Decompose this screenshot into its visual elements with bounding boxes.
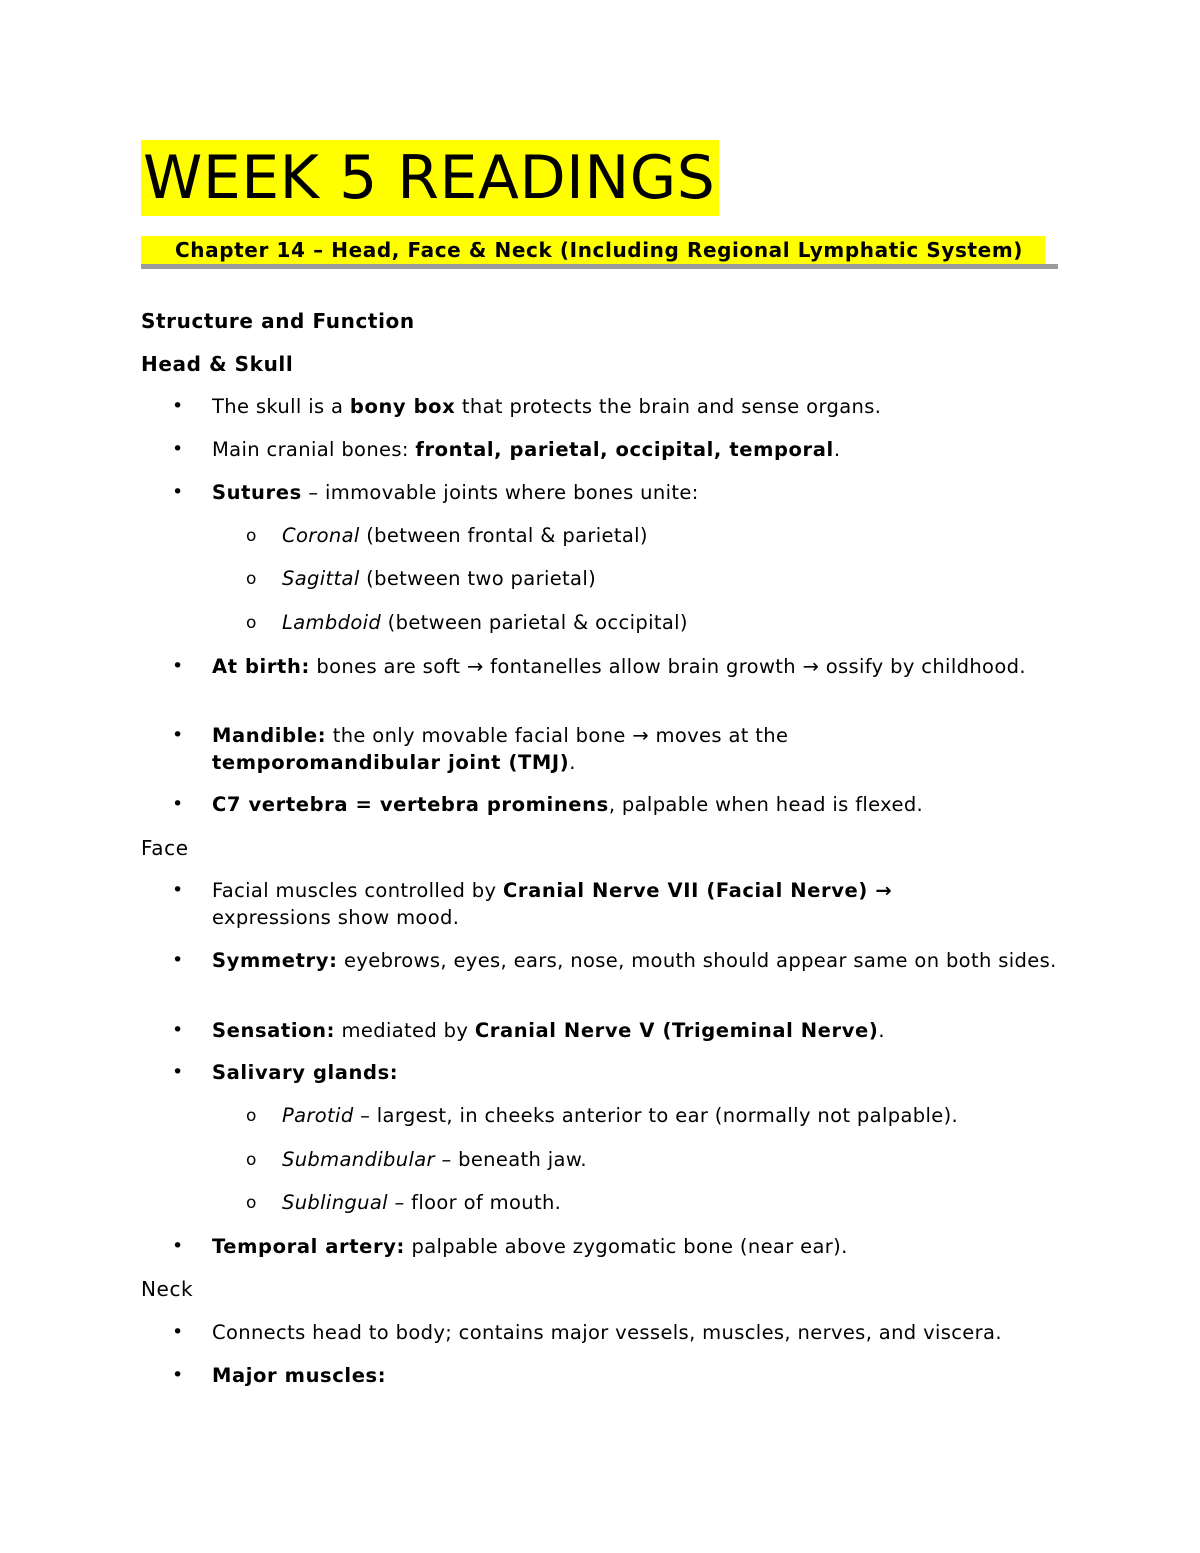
list-item-at-birth: At birth: bones are soft → fontanelles allow brain growth → ossify by childhood.	[212, 655, 1026, 678]
bullet-icon: •	[172, 879, 184, 901]
bullet-icon: •	[172, 1019, 184, 1041]
sub-item-parotid: Parotid – largest, in cheeks anterior to ear (normally not palpable).	[282, 1104, 959, 1127]
list-item-sensation: Sensation: mediated by Cranial Nerve V (Trigeminal Nerve).	[212, 1019, 885, 1042]
list-item-cranial-bones: Main cranial bones: frontal, parietal, occipital, temporal.	[212, 438, 841, 461]
list-item-mandible: Mandible: the only movable facial bone → moves at the temporomandibular joint (TMJ).	[212, 724, 789, 774]
page-title: WEEK 5 READINGS	[141, 140, 719, 216]
bullet-icon: •	[172, 481, 184, 503]
list-item-skull: The skull is a bony box that protects the brain and sense organs.	[212, 395, 882, 418]
bullet-icon: •	[172, 949, 184, 971]
list-item-symmetry: Symmetry: eyebrows, eyes, ears, nose, mouth should appear same on both sides.	[212, 949, 1057, 972]
list-item-neck-connects: Connects head to body; contains major vessels, muscles, nerves, and viscera.	[212, 1321, 1002, 1344]
sub-bullet-icon: o	[246, 526, 257, 546]
bullet-icon: •	[172, 438, 184, 460]
sub-item-lambdoid: Lambdoid (between parietal & occipital)	[282, 611, 688, 634]
section-heading: Structure and Function	[141, 309, 415, 333]
subheading-head-skull: Head & Skull	[141, 352, 294, 376]
list-item-major-muscles: Major muscles:	[212, 1364, 387, 1387]
bullet-icon: •	[172, 1364, 184, 1386]
list-item-salivary-glands: Salivary glands:	[212, 1061, 399, 1084]
sub-bullet-icon: o	[246, 569, 257, 589]
sub-bullet-icon: o	[246, 1106, 257, 1126]
sub-bullet-icon: o	[246, 1150, 257, 1170]
sub-bullet-icon: o	[246, 1193, 257, 1213]
list-item-sutures: Sutures – immovable joints where bones unite:	[212, 481, 699, 504]
list-item-facial-muscles: Facial muscles controlled by Cranial Nerve VII (Facial Nerve) → expressions show mood.	[212, 879, 893, 929]
subheading-neck: Neck	[141, 1277, 194, 1301]
list-item-temporal-artery: Temporal artery: palpable above zygomatic bone (near ear).	[212, 1235, 848, 1258]
sub-bullet-icon: o	[246, 613, 257, 633]
subheading-face: Face	[141, 836, 189, 860]
bullet-icon: •	[172, 793, 184, 815]
bullet-icon: •	[172, 395, 184, 417]
bullet-icon: •	[172, 1321, 184, 1343]
list-item-c7: C7 vertebra = vertebra prominens, palpable when head is flexed.	[212, 793, 924, 816]
bullet-icon: •	[172, 655, 184, 677]
sub-item-coronal: Coronal (between frontal & parietal)	[282, 524, 648, 547]
sub-item-submandibular: Submandibular – beneath jaw.	[282, 1148, 587, 1171]
bullet-icon: •	[172, 724, 184, 746]
sub-item-sublingual: Sublingual – floor of mouth.	[282, 1191, 562, 1214]
bullet-icon: •	[172, 1235, 184, 1257]
bullet-icon: •	[172, 1061, 184, 1083]
chapter-heading: Chapter 14 – Head, Face & Neck (Including Regional Lymphatic System)	[175, 238, 1023, 262]
chapter-underline	[141, 264, 1058, 269]
sub-item-sagittal: Sagittal (between two parietal)	[282, 567, 597, 590]
